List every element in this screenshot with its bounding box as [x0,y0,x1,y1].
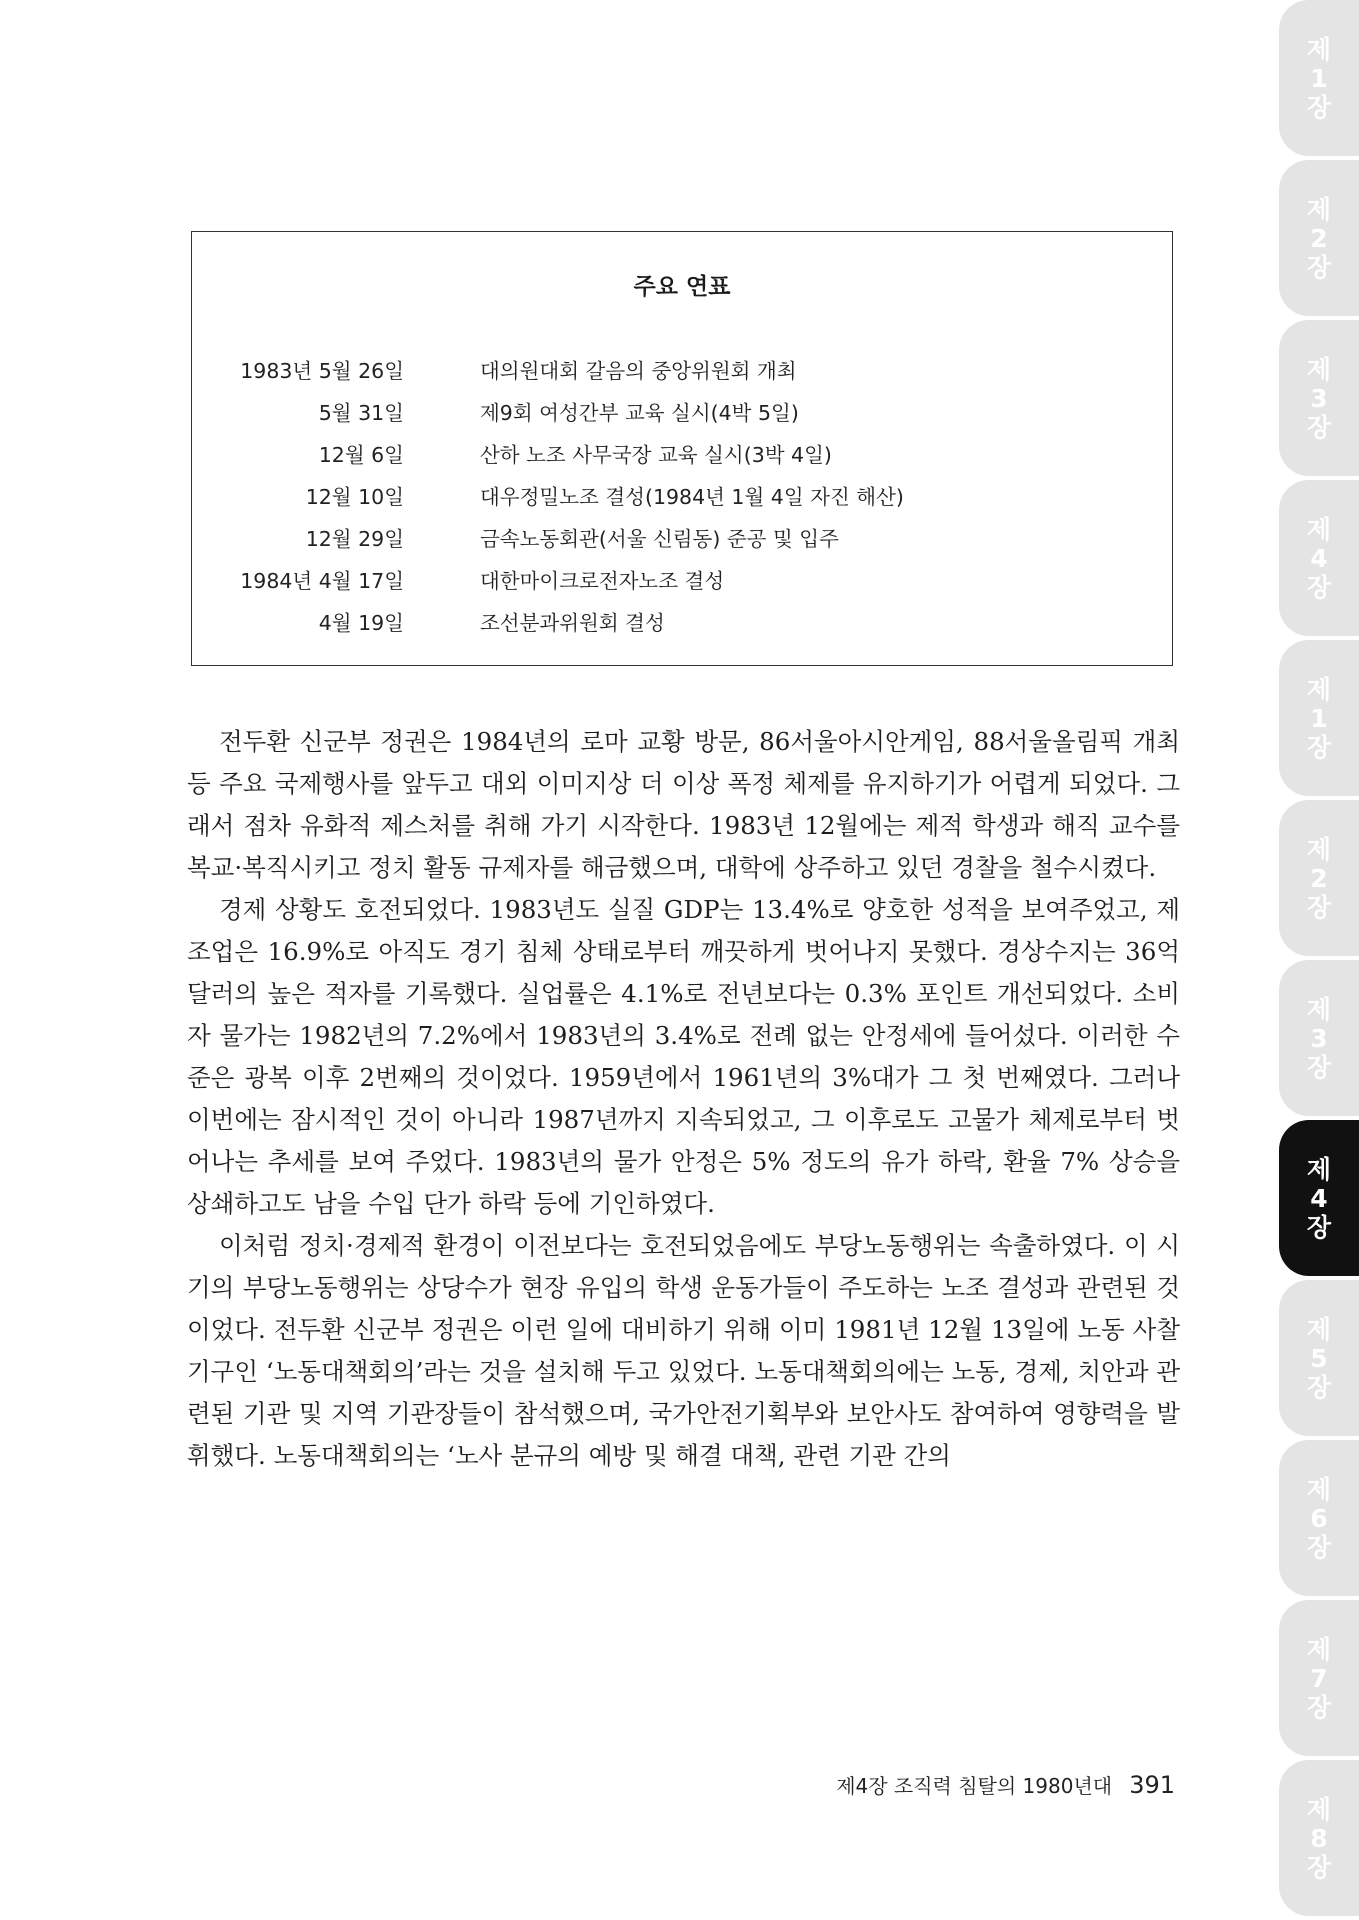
chronology-event: 조선분과위원회 결성 [480,611,665,635]
chronology-row [192,396,1172,426]
chapter-tab[interactable] [1279,0,1359,156]
chronology-event: 산하 노조 사무국장 교육 실시(3박 4일) [480,443,832,467]
chapter-tab[interactable] [1279,1600,1359,1756]
tab-char: 장 [1306,1532,1332,1562]
body-paragraph: 이처럼 정치·경제적 환경이 이전보다는 호전되었음에도 부당노동행위는 속출하였다. 이 시기의 부당노동행위는 상당수가 현장 유입의 학생 운동가들이 주도하는 노조 결성과 관련된 것이었다. 전두환 신군부 정권은 이런 일에 대비하기 위해 이미 1981년 12월 13일에 노동 사찰 기구인 ‘노동대책회의’라는 것을 설치해 두고 있었다. 노동대책회의에는 노동, 경제, 치안과 관련된 기관 및 지역 기관장들이 참석했으며, 국가안전기획부와 보안사도 참여하여 영향력을 발휘했다. 노동대책회의는 ‘노사 분규의 예방 및 해결 대책, 관련 기관 간의 [187,1231,1180,1470]
chronology-row [192,564,1172,594]
tab-char: 장 [1306,1692,1332,1722]
tab-char: 1 [1310,63,1328,93]
tab-char: 장 [1306,92,1332,122]
tab-char: 제 [1306,1314,1332,1344]
tab-char: 7 [1310,1663,1328,1693]
tab-char: 5 [1310,1343,1328,1373]
chronology-date: 12월 29일 [305,527,404,551]
chronology-event: 대한마이크로전자노조 결성 [480,569,725,593]
tab-char: 제 [1306,1794,1332,1824]
chronology-date: 5월 31일 [318,401,404,425]
chapter-tab[interactable] [1279,1440,1359,1596]
chronology-date: 4월 19일 [318,611,404,635]
chapter-tab[interactable] [1279,800,1359,956]
tab-char: 장 [1306,1852,1332,1882]
tab-char: 장 [1306,572,1332,602]
tab-char: 4 [1310,543,1328,573]
body-paragraph: 경제 상황도 호전되었다. 1983년도 실질 GDP는 13.4%로 양호한 성적을 보여주었고, 제조업은 16.9%로 아직도 경기 침체 상태로부터 깨끗하게 벗어나지 못했다. 경상수지는 36억 달러의 높은 적자를 기록했다. 실업률은 4.1%로 전년보다는 0.3% 포인트 개선되었다. 소비자 물가는 1982년의 7.2%에서 1983년의 3.4%로 전례 없는 안정세에 들어섰다. 이러한 수준은 광복 이후 2번째의 것이었다. 1959년에서 1961년의 3%대가 그 첫 번째였다. 그러나 이번에는 잠시적인 것이 아니라 1987년까지 지속되었고, 그 이후로도 고물가 체제로부터 벗어나는 추세를 보여 주었다. 1983년의 물가 안정은 5% 정도의 유가 하락, 환율 7% 상승을 상쇄하고도 남을 수입 단가 하락 등에 기인하였다. [187,895,1180,1218]
body-paragraph: 전두환 신군부 정권은 1984년의 로마 교황 방문, 86서울아시안게임, 88서울올림픽 개최 등 주요 국제행사를 앞두고 대외 이미지상 더 이상 폭정 체제를 유지하기가 어렵게 되었다. 그래서 점차 유화적 제스처를 취해 가기 시작한다. 1983년 12월에는 제적 학생과 해직 교수를 복교·복직시키고 정치 활동 규제자를 해금했으며, 대학에 상주하고 있던 경찰을 철수시켰다. [187,727,1180,882]
chronology-row [192,354,1172,384]
tab-char: 제 [1306,194,1332,224]
tab-char: 제 [1306,1634,1332,1664]
chronology-row [192,480,1172,510]
chapter-tab[interactable] [1279,160,1359,316]
tab-char: 3 [1310,1023,1328,1053]
chapter-tab-active[interactable] [1279,1120,1359,1276]
chronology-box [191,231,1173,666]
tab-char: 4 [1310,1183,1328,1213]
chapter-tabs [1279,0,1359,1920]
chronology-event: 제9회 여성간부 교육 실시(4박 5일) [480,401,799,425]
tab-char: 제 [1306,1154,1332,1184]
tab-char: 제 [1306,674,1332,704]
tab-char: 장 [1306,252,1332,282]
chapter-tab[interactable] [1279,1760,1359,1916]
chapter-tab[interactable] [1279,640,1359,796]
page-number: 391 [1129,1771,1175,1799]
tab-char: 6 [1310,1503,1328,1533]
tab-char: 3 [1310,383,1328,413]
chapter-tab[interactable] [1279,1280,1359,1436]
tab-char: 제 [1306,834,1332,864]
tab-char: 장 [1306,1372,1332,1402]
tab-char: 장 [1306,1212,1332,1242]
chapter-tab[interactable] [1279,960,1359,1116]
chronology-date: 12월 10일 [305,485,404,509]
chronology-event: 금속노동회관(서울 신림동) 준공 및 입주 [480,527,839,551]
chronology-title: 주요 연표 [633,274,731,300]
chronology-date: 1984년 4월 17일 [240,569,404,593]
tab-char: 제 [1306,354,1332,384]
body-text [187,721,1180,1477]
tab-char: 제 [1306,994,1332,1024]
tab-char: 제 [1306,514,1332,544]
footer-chapter-title: 제4장 조직력 침탈의 1980년대 [836,1774,1113,1798]
chronology-event: 대우정밀노조 결성(1984년 1월 4일 자진 해산) [480,485,904,509]
tab-char: 2 [1310,223,1328,253]
chapter-tab[interactable] [1279,480,1359,636]
tab-char: 장 [1306,412,1332,442]
tab-char: 장 [1306,1052,1332,1082]
tab-char: 제 [1306,34,1332,64]
chronology-row [192,438,1172,468]
page-footer [836,1770,1175,1799]
tab-char: 장 [1306,732,1332,762]
chronology-event: 대의원대회 갈음의 중앙위원회 개최 [480,359,797,383]
tab-char: 제 [1306,1474,1332,1504]
tab-char: 장 [1306,892,1332,922]
chronology-date: 12월 6일 [318,443,404,467]
chronology-date: 1983년 5월 26일 [240,359,404,383]
tab-char: 2 [1310,863,1328,893]
tab-char: 8 [1310,1823,1328,1853]
chapter-tab[interactable] [1279,320,1359,476]
chronology-row [192,606,1172,636]
tab-char: 1 [1310,703,1328,733]
chronology-row [192,522,1172,552]
